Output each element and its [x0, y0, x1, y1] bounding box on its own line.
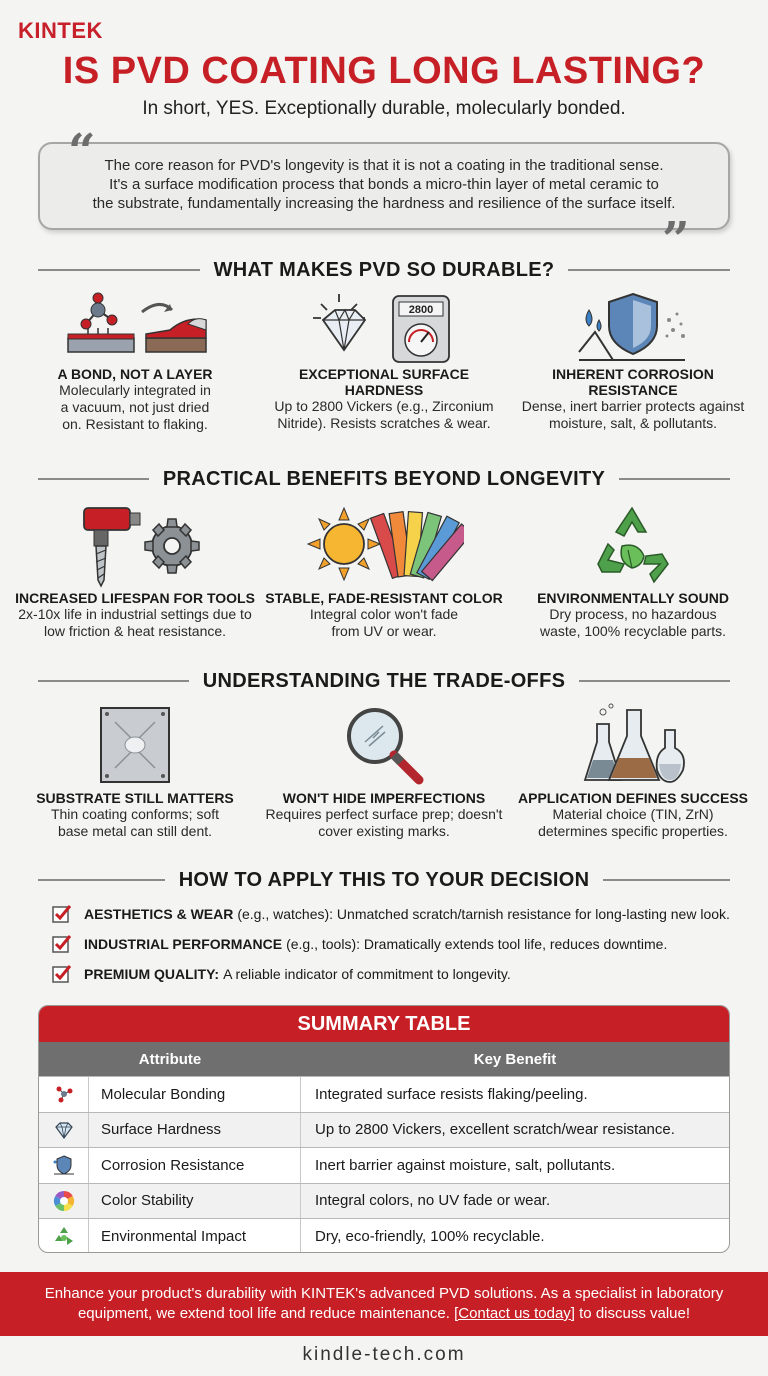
table-cell-attribute: Environmental Impact: [89, 1219, 301, 1253]
molecule-bond-icon: [10, 290, 260, 366]
table-header: [39, 1042, 729, 1076]
section-heading-apply: HOW TO APPLY THIS TO YOUR DECISION: [38, 866, 730, 894]
feature-title: STABLE, FADE-RESISTANT COLOR: [265, 590, 503, 606]
feature-title: WON'T HIDE IMPERFECTIONS: [282, 790, 486, 806]
table-row: [39, 1218, 729, 1253]
feature-substrate: [10, 700, 260, 840]
recycle-leaf-icon: [508, 500, 758, 590]
diamond-icon: [39, 1113, 89, 1148]
molecule-icon: [39, 1077, 89, 1112]
summary-table: [38, 1005, 730, 1253]
decision-text: (e.g., watches): Unmatched scratch/tarnish resistance for long-lasting new look.: [237, 906, 730, 922]
feature-title: INCREASED LIFESPAN FOR TOOLS: [15, 590, 255, 606]
diamond-gauge-icon: [259, 290, 509, 366]
table-row: [39, 1147, 729, 1183]
feature-corrosion: [508, 290, 758, 432]
footer-text: to discuss value!: [579, 1305, 691, 1322]
feature-title: APPLICATION DEFINES SUCCESS: [518, 790, 748, 806]
flasks-icon: [508, 700, 758, 790]
table-row: [39, 1183, 729, 1219]
color-wheel-icon: [39, 1184, 89, 1219]
table-cell-benefit: Dry, eco-friendly, 100% recyclable.: [315, 1227, 545, 1245]
feature-title: ENVIRONMENTALLY SOUND: [537, 590, 729, 606]
quote-line: The core reason for PVD's longevity is that it is not a coating in the traditional sense.: [104, 157, 664, 174]
decision-text: (e.g., tools): Dramatically extends tool life, reduces downtime.: [286, 936, 668, 952]
feature-tool-lifespan: [10, 500, 260, 640]
feature-desc: Integral color won't fade from UV or wear.: [309, 606, 459, 639]
decision-label: INDUSTRIAL PERFORMANCE: [84, 936, 283, 952]
decision-item: [52, 962, 742, 986]
feature-desc: Dry process, no hazardous waste, 100% recyclable parts.: [540, 606, 726, 639]
quote-box: [38, 142, 730, 230]
checkbox-checked-icon: [52, 964, 72, 984]
feature-desc: 2x-10x life in industrial settings due to low friction & heat resistance.: [18, 606, 252, 639]
decision-text: A reliable indicator of commitment to longevity.: [223, 966, 511, 982]
sun-swatch-icon: [259, 500, 509, 590]
feature-desc: Requires perfect surface prep; doesn't cover existing marks.: [265, 806, 503, 839]
table-cell-benefit: Integral colors, no UV fade or wear.: [315, 1192, 551, 1210]
table-cell-benefit: Integrated surface resists flaking/peeling.: [315, 1085, 588, 1103]
decision-item: [52, 932, 742, 956]
feature-desc: Dense, inert barrier protects against moisture, salt, & pollutants.: [521, 398, 745, 431]
table-cell-benefit: Inert barrier against moisture, salt, pollutants.: [315, 1156, 616, 1174]
table-row: [39, 1076, 729, 1112]
feature-desc: Material choice (TIN, ZrN) determines specific properties.: [538, 806, 728, 839]
decision-item: [52, 902, 742, 926]
footer-cta: [0, 1272, 768, 1336]
feature-title: SUBSTRATE STILL MATTERS: [36, 790, 234, 806]
decision-label: AESTHETICS & WEAR: [84, 906, 234, 922]
section-heading-benefits: PRACTICAL BENEFITS BEYOND LONGEVITY: [38, 465, 730, 493]
feature-color: [259, 500, 509, 640]
table-cell-attribute: Corrosion Resistance: [89, 1148, 301, 1183]
footer-line-2: [0, 1304, 768, 1324]
decision-label: PREMIUM QUALITY:: [84, 966, 220, 982]
table-cell-benefit: Up to 2800 Vickers, excellent scratch/wear resistance.: [315, 1121, 675, 1139]
footer-text: equipment, we extend tool life and reduce maintenance.: [77, 1305, 450, 1322]
feature-hardness: [259, 290, 509, 432]
open-quote-icon: “: [68, 124, 96, 180]
dented-plate-icon: [10, 700, 260, 790]
drill-gear-icon: [10, 500, 260, 590]
table-cell-attribute: Surface Hardness: [89, 1113, 301, 1148]
magnifier-icon: [259, 700, 509, 790]
feature-imperfections: [259, 700, 509, 840]
feature-title: EXCEPTIONAL SURFACE HARDNESS: [298, 366, 470, 398]
feature-desc: Molecularly integrated in a vacuum, not just dried on. Resistant to flaking.: [59, 382, 211, 432]
recycle-icon: [39, 1219, 89, 1253]
table-cell-attribute: Color Stability: [89, 1184, 301, 1219]
table-cell-attribute: Molecular Bonding: [89, 1077, 301, 1112]
section-heading-durable: WHAT MAKES PVD SO DURABLE?: [38, 256, 730, 284]
shield-droplet-icon: [508, 290, 758, 366]
checkbox-checked-icon: [52, 904, 72, 924]
footer-line: Enhance your product's durability with KINTEK's advanced PVD solutions. As a specialist in laboratory: [44, 1285, 724, 1302]
feature-application: [508, 700, 758, 840]
gauge-readout: 2800: [408, 304, 434, 316]
feature-title: INHERENT CORROSION RESISTANCE: [552, 366, 714, 398]
page-subtitle: In short, YES. Exceptionally durable, molecularly bonded.: [142, 98, 626, 119]
page-title: IS PVD COATING LONG LASTING?: [62, 50, 706, 92]
column-header-attribute: Attribute: [138, 1050, 202, 1068]
feature-desc: Thin coating conforms; soft base metal can still dent.: [50, 806, 220, 839]
feature-desc: Up to 2800 Vickers (e.g., Zirconium Nitride). Resists scratches & wear.: [274, 398, 494, 431]
summary-table-title: SUMMARY TABLE: [39, 1006, 729, 1042]
checkbox-checked-icon: [52, 934, 72, 954]
quote-line: It's a surface modification process that bonds a micro-thin layer of metal ceramic to: [109, 176, 659, 193]
table-row: [39, 1112, 729, 1148]
website-url[interactable]: kindle-tech.com: [302, 1344, 466, 1365]
feature-environment: [508, 500, 758, 640]
feature-bond: [10, 290, 260, 433]
feature-title: A BOND, NOT A LAYER: [57, 366, 213, 382]
quote-line: the substrate, fundamentally increasing the hardness and resilience of the surface itself.: [92, 195, 676, 212]
section-heading-tradeoffs: UNDERSTANDING THE TRADE-OFFS: [38, 667, 730, 695]
kintek-logo: KINTEK: [18, 18, 103, 43]
column-header-benefit: Key Benefit: [473, 1050, 557, 1068]
shield-icon: [39, 1148, 89, 1183]
contact-link[interactable]: [Contact us today]: [454, 1305, 575, 1322]
close-quote-icon: ”: [662, 212, 690, 268]
